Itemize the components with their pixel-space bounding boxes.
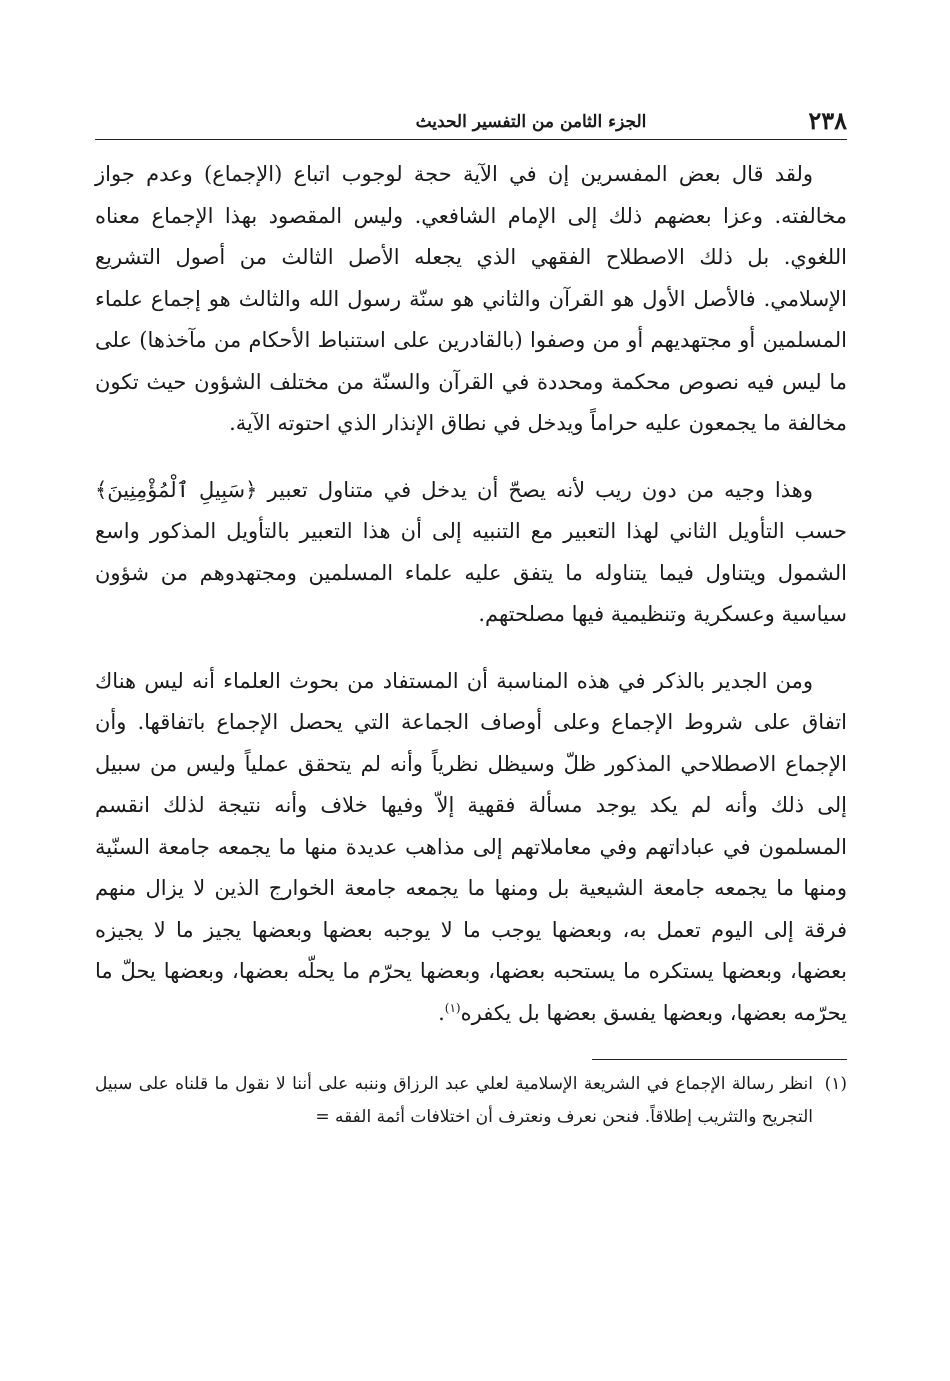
- paragraph-1: ولقد قال بعض المفسرين إن في الآية حجة لوجوب اتباع (الإجماع) وعدم جواز مخالفته. وعزا بعضهم ذلك إلى الإمام الشافعي. وليس المقصود بهذا الإجماع معناه اللغوي. بل ذلك الاصطلاح الفقهي الذي يجعله الأصل الثالث من أصول التشريع الإسلامي. فالأصل الأول هو القرآن والثاني هو سنّة رسول الله والثالث هو إجماع علماء المسلمين أو مجتهديهم أو من وصفوا (بالقادرين على استنباط الأحكام من مآخذها) على ما ليس فيه نصوص محكمة ومحددة في القرآن والسنّة من مختلف الشؤون حيث تكون مخالفة ما يجمعون عليه حراماً ويدخل في نطاق الإنذار الذي احتوته الآية.: [95, 162, 847, 435]
- footnote-text: انظر رسالة الإجماع في الشريعة الإسلامية لعلي عبد الرزاق وننبه على أننا لا نقول ما قلناه على سبيل التجريح والتثريب إطلاقاً. فنحن نعرف ونعترف أن اختلافات أئمة الفقه =: [95, 1074, 813, 1127]
- body-text: [95, 154, 847, 1034]
- paragraph-3: [95, 661, 847, 1035]
- paragraph-3-text: ومن الجدير بالذكر في هذه المناسبة أن المستفاد من بحوث العلماء أنه ليس هناك اتفاق على شروط الإجماع وعلى أوصاف الجماعة التي يحصل الإجماع باتفاقها. وأن الإجماع الاصطلاحي المذكور ظلّ وسيظل نظرياً وأنه لم يتحقق عملياً وليس من سبيل إلى ذلك وأنه لم يكد يوجد مسألة فقهية إلاّ وفيها خلاف وأنه نتيجة لذلك انقسم المسلمون في عباداتهم وفي معاملاتهم إلى مذاهب عديدة منها ما يجمعه جامعة السنّية ومنها ما يجمعه جامعة الشيعية بل ومنها ما يجمعه جامعة الخوارج الذين لا يزال منهم فرقة إلى اليوم تعمل به، وبعضها يوجب ما لا يوجبه بعضها وبعضها يجيز ما لا يجيزه بعضها، وبعضها يستكره ما يستحبه بعضها، وبعضها يحرّم ما يحلّه بعضها، وبعضها يحلّ ما يحرّمه بعضها، وبعضها يفسق بعضها بل يكفره: [95, 668, 847, 1025]
- book-page: [95, 95, 847, 1335]
- running-title: الجزء الثامن من التفسير الحديث: [415, 112, 647, 132]
- footnote-marker: (١): [824, 1074, 847, 1094]
- footnote-divider: [592, 1059, 847, 1060]
- page-header: [95, 95, 847, 140]
- paragraph-3-end: .: [438, 1000, 445, 1025]
- paragraph-2: وهذا وجيه من دون ريب لأنه يصحّ أن يدخل في متناول تعبير ﴿سَبِيلِ ٱلْمُؤْمِنِينَ﴾ حسب التأويل الثاني لهذا التعبير مع التنبيه إلى أن هذا التعبير بالتأويل المذكور واسع الشمول ويتناول فيما يتناوله ما يتفق عليه علماء المسلمين ومجتهدوهم من شؤون سياسية وعسكرية وتنظيمية فيها مصلحتهم.: [95, 477, 848, 626]
- footnote: [95, 1068, 847, 1134]
- page-number: ٢٣٨: [808, 106, 847, 135]
- footnote-reference: (١): [444, 1000, 461, 1015]
